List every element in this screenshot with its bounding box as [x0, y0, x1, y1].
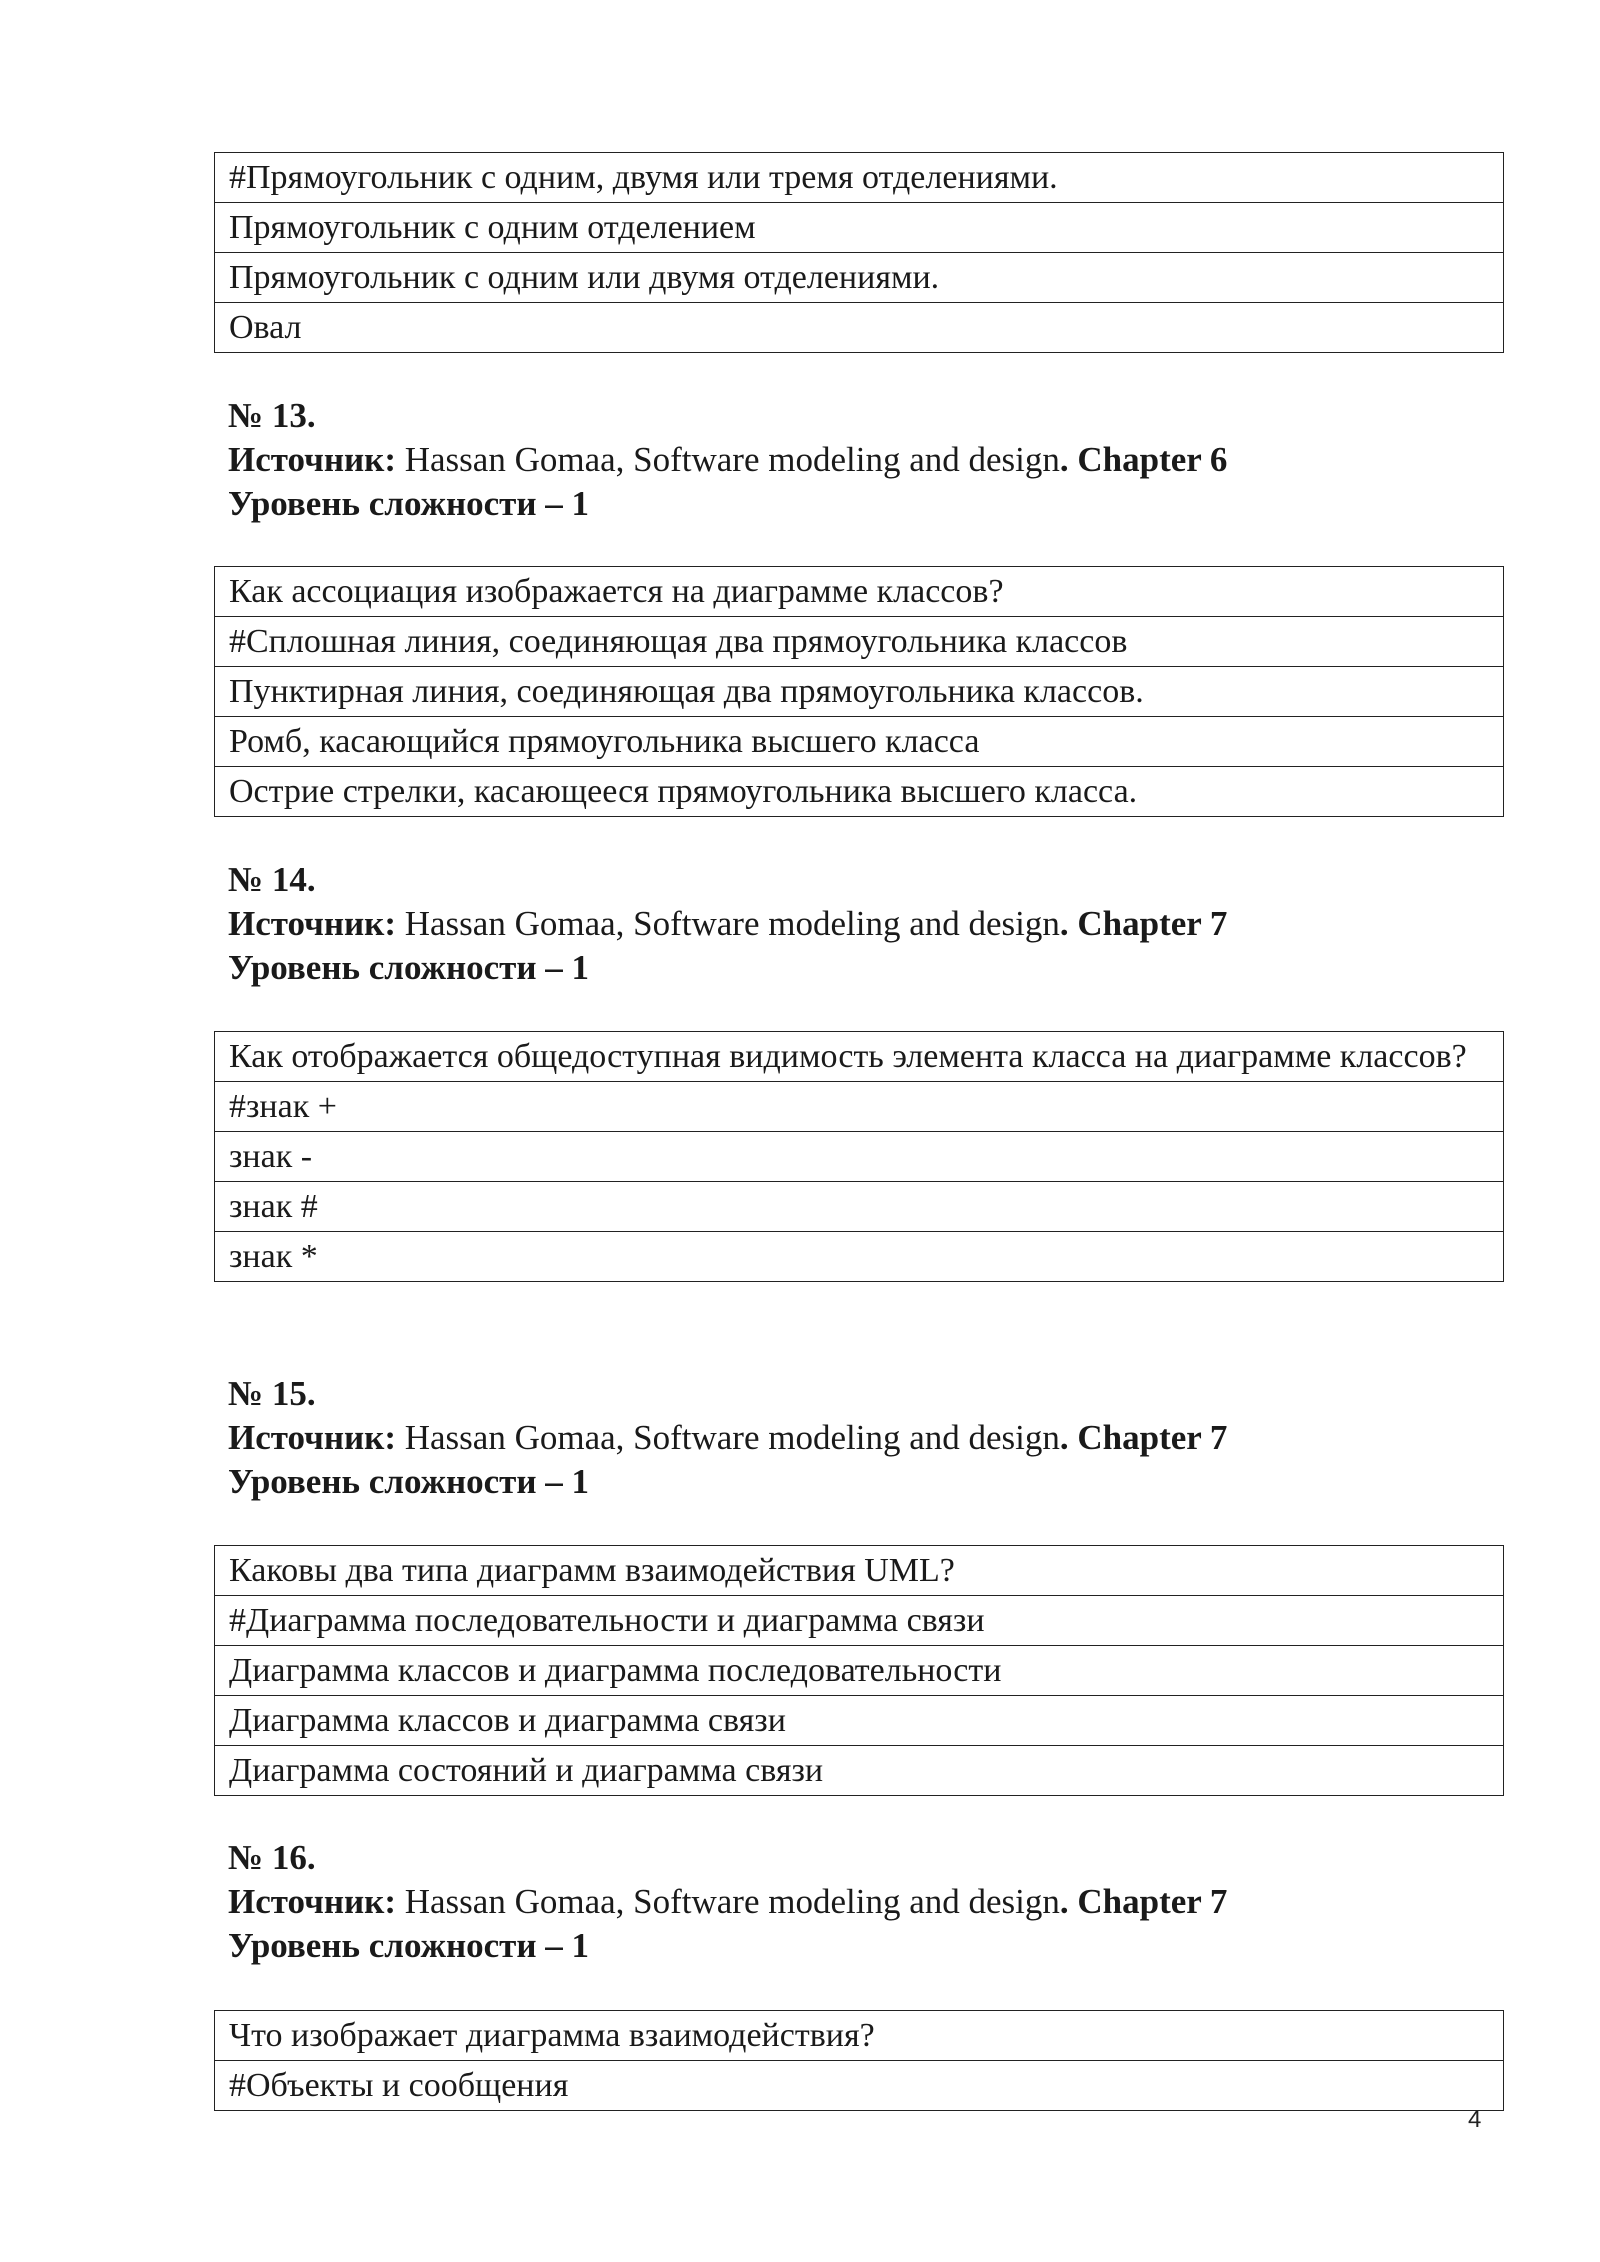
question-text: Как отображается общедоступная видимость элемента класса на диаграмме классов?	[215, 1032, 1504, 1082]
question-table-15	[214, 1545, 1504, 1796]
answer-option: Острие стрелки, касающееся прямоугольника высшего класса.	[215, 767, 1504, 817]
source-text: Hassan Gomaa, Software modeling and design	[395, 1882, 1060, 1921]
answer-option: #Объекты и сообщения	[215, 2061, 1504, 2111]
table-row	[215, 1696, 1504, 1746]
table-row	[215, 1232, 1504, 1282]
source-label: Источник:	[228, 1882, 396, 1921]
answer-option: Диаграмма классов и диаграмма связи	[215, 1696, 1504, 1746]
answer-option: #знак +	[215, 1082, 1504, 1132]
chapter-label: . Chapter 6	[1059, 440, 1228, 479]
question-table-16	[214, 2010, 1504, 2111]
source-label: Источник:	[228, 904, 396, 943]
answer-option: #Сплошная линия, соединяющая два прямоугольника классов	[215, 617, 1504, 667]
chapter-label: . Chapter 7	[1059, 1418, 1228, 1457]
answer-table-continued	[214, 152, 1504, 353]
question-number: № 13.	[228, 396, 316, 435]
table-cell: Овал	[215, 303, 1504, 353]
answer-option: Диаграмма классов и диаграмма последовательности	[215, 1646, 1504, 1696]
question-table-13	[214, 566, 1504, 817]
chapter-label: . Chapter 7	[1059, 1882, 1228, 1921]
table-row	[215, 567, 1504, 617]
question-number: № 16.	[228, 1838, 316, 1877]
question-text: Как ассоциация изображается на диаграмме классов?	[215, 567, 1504, 617]
table-row	[215, 1082, 1504, 1132]
table-row	[215, 617, 1504, 667]
table-cell: Прямоугольник с одним отделением	[215, 203, 1504, 253]
answer-option: Диаграмма состояний и диаграмма связи	[215, 1746, 1504, 1796]
answer-option: Пунктирная линия, соединяющая два прямоугольника классов.	[215, 667, 1504, 717]
answer-option: знак *	[215, 1232, 1504, 1282]
answer-option: знак -	[215, 1132, 1504, 1182]
source-text: Hassan Gomaa, Software modeling and design	[395, 440, 1060, 479]
table-row	[215, 1132, 1504, 1182]
difficulty-level: Уровень сложности – 1	[228, 1462, 590, 1501]
difficulty-level: Уровень сложности – 1	[228, 484, 590, 523]
table-cell: #Прямоугольник с одним, двумя или тремя отделениями.	[215, 153, 1504, 203]
answer-option: Ромб, касающийся прямоугольника высшего класса	[215, 717, 1504, 767]
question-header-14	[228, 858, 1227, 990]
question-table-14	[214, 1031, 1504, 1282]
page-number: 4	[1468, 2106, 1482, 2133]
table-row	[215, 2061, 1504, 2111]
table-row	[215, 1746, 1504, 1796]
question-text: Что изображает диаграмма взаимодействия?	[215, 2011, 1504, 2061]
table-row	[215, 153, 1504, 203]
question-header-16	[228, 1836, 1227, 1968]
table-row	[215, 1182, 1504, 1232]
table-cell: Прямоугольник с одним или двумя отделениями.	[215, 253, 1504, 303]
table-row	[215, 1546, 1504, 1596]
table-row	[215, 1032, 1504, 1082]
answer-option: знак #	[215, 1182, 1504, 1232]
difficulty-level: Уровень сложности – 1	[228, 948, 590, 987]
question-number: № 15.	[228, 1374, 316, 1413]
question-header-13	[228, 394, 1227, 526]
source-text: Hassan Gomaa, Software modeling and design	[395, 904, 1060, 943]
answer-option: #Диаграмма последовательности и диаграмма связи	[215, 1596, 1504, 1646]
difficulty-level: Уровень сложности – 1	[228, 1926, 590, 1965]
source-label: Источник:	[228, 1418, 396, 1457]
table-row	[215, 1646, 1504, 1696]
table-row	[215, 253, 1504, 303]
chapter-label: . Chapter 7	[1059, 904, 1228, 943]
source-text: Hassan Gomaa, Software modeling and design	[395, 1418, 1060, 1457]
table-row	[215, 2011, 1504, 2061]
table-row	[215, 303, 1504, 353]
table-row	[215, 203, 1504, 253]
question-number: № 14.	[228, 860, 316, 899]
table-row	[215, 717, 1504, 767]
source-label: Источник:	[228, 440, 396, 479]
table-row	[215, 1596, 1504, 1646]
table-row	[215, 667, 1504, 717]
table-row	[215, 767, 1504, 817]
question-text: Каковы два типа диаграмм взаимодействия UML?	[215, 1546, 1504, 1596]
question-header-15	[228, 1372, 1227, 1504]
